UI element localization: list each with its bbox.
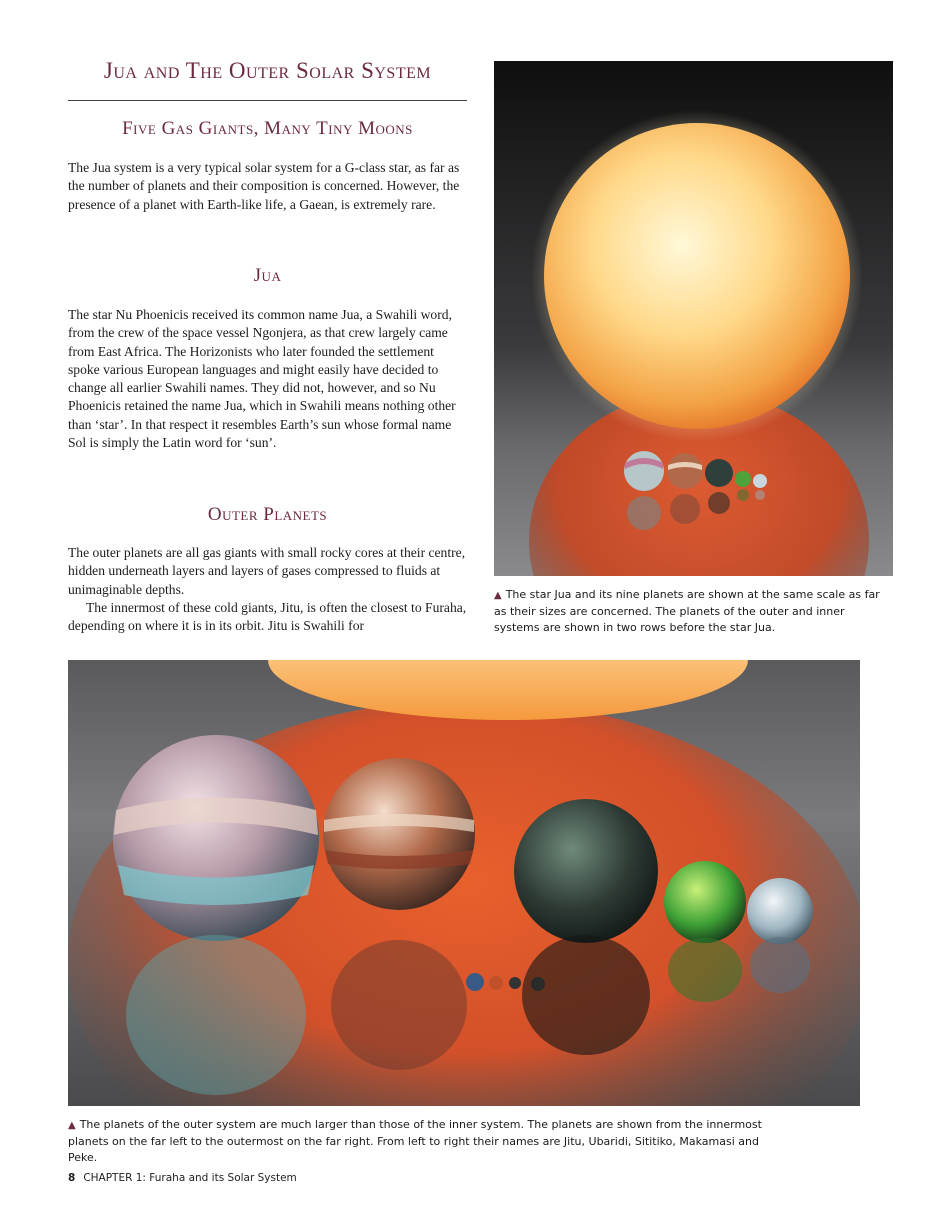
figure1-caption-text: The star Jua and its nine planets are shown at the same scale as far as their sizes are concerned. The planets of the outer and inner systems are shown in two rows before the star Jua. (494, 588, 880, 634)
figure-star-and-planets (494, 61, 893, 576)
paragraph-intro: The Jua system is a very typical solar system for a G-class star, as far as the number of planets and their composition is concerned. However, the presence of a planet with Earth-like life, a Gaean, is extremely rare. (68, 160, 460, 212)
chapter-title: CHAPTER 1: Furaha and its Solar System (83, 1172, 297, 1184)
section-heading-five-gas-giants: Five Gas Giants, Many Tiny Moons (122, 118, 413, 139)
paragraph-jua: The star Nu Phoenicis received its common name Jua, a Swahili word, from the crew of the space vessel Ngonjera, as that crew largely came from East Africa. The Horizonists who later founded the settlement spoke various European languages and might easily have decided to change all earlier Swahili names. They did not, however, and so Nu Phoenicis retained the name Jua, which in Swahili means nothing other than ‘star’. In that respect it resembles Earth’s sun whose formal name Sol is simply the Latin word for ‘sun’. (68, 307, 456, 451)
figure2-caption-text: The planets of the outer system are much larger than those of the inner system. The planets are shown from the innermost planets on the far left to the outermost on the far right. From left to right their names are Jitu, Ubaridi, Sititiko, Makamasi and Peke. (68, 1118, 762, 1164)
caption-triangle-icon: ▲ (494, 590, 502, 601)
figure1-caption (494, 587, 893, 636)
page-number: 8 (68, 1172, 76, 1184)
page-title: Jua and The Outer Solar System (103, 58, 432, 83)
paragraph-outer-planets-1: The outer planets are all gas giants with small rocky cores at their centre, hidden underneath layers and layers of gases compressed to fluids at unimaginable depths. (68, 545, 466, 597)
figure-outer-planets (68, 660, 860, 1106)
paragraph-outer-planets-2: The innermost of these cold giants, Jitu, is often the closest to Furaha, depending on where it is in its orbit. Jitu is Swahili for (68, 600, 467, 634)
section-heading-outer-planets: Outer Planets (207, 504, 328, 525)
title-rule (68, 100, 467, 101)
caption-triangle-icon: ▲ (68, 1120, 76, 1131)
page-footer (68, 1172, 297, 1184)
figure2-caption (68, 1117, 768, 1166)
section-heading-jua: Jua (253, 265, 282, 286)
